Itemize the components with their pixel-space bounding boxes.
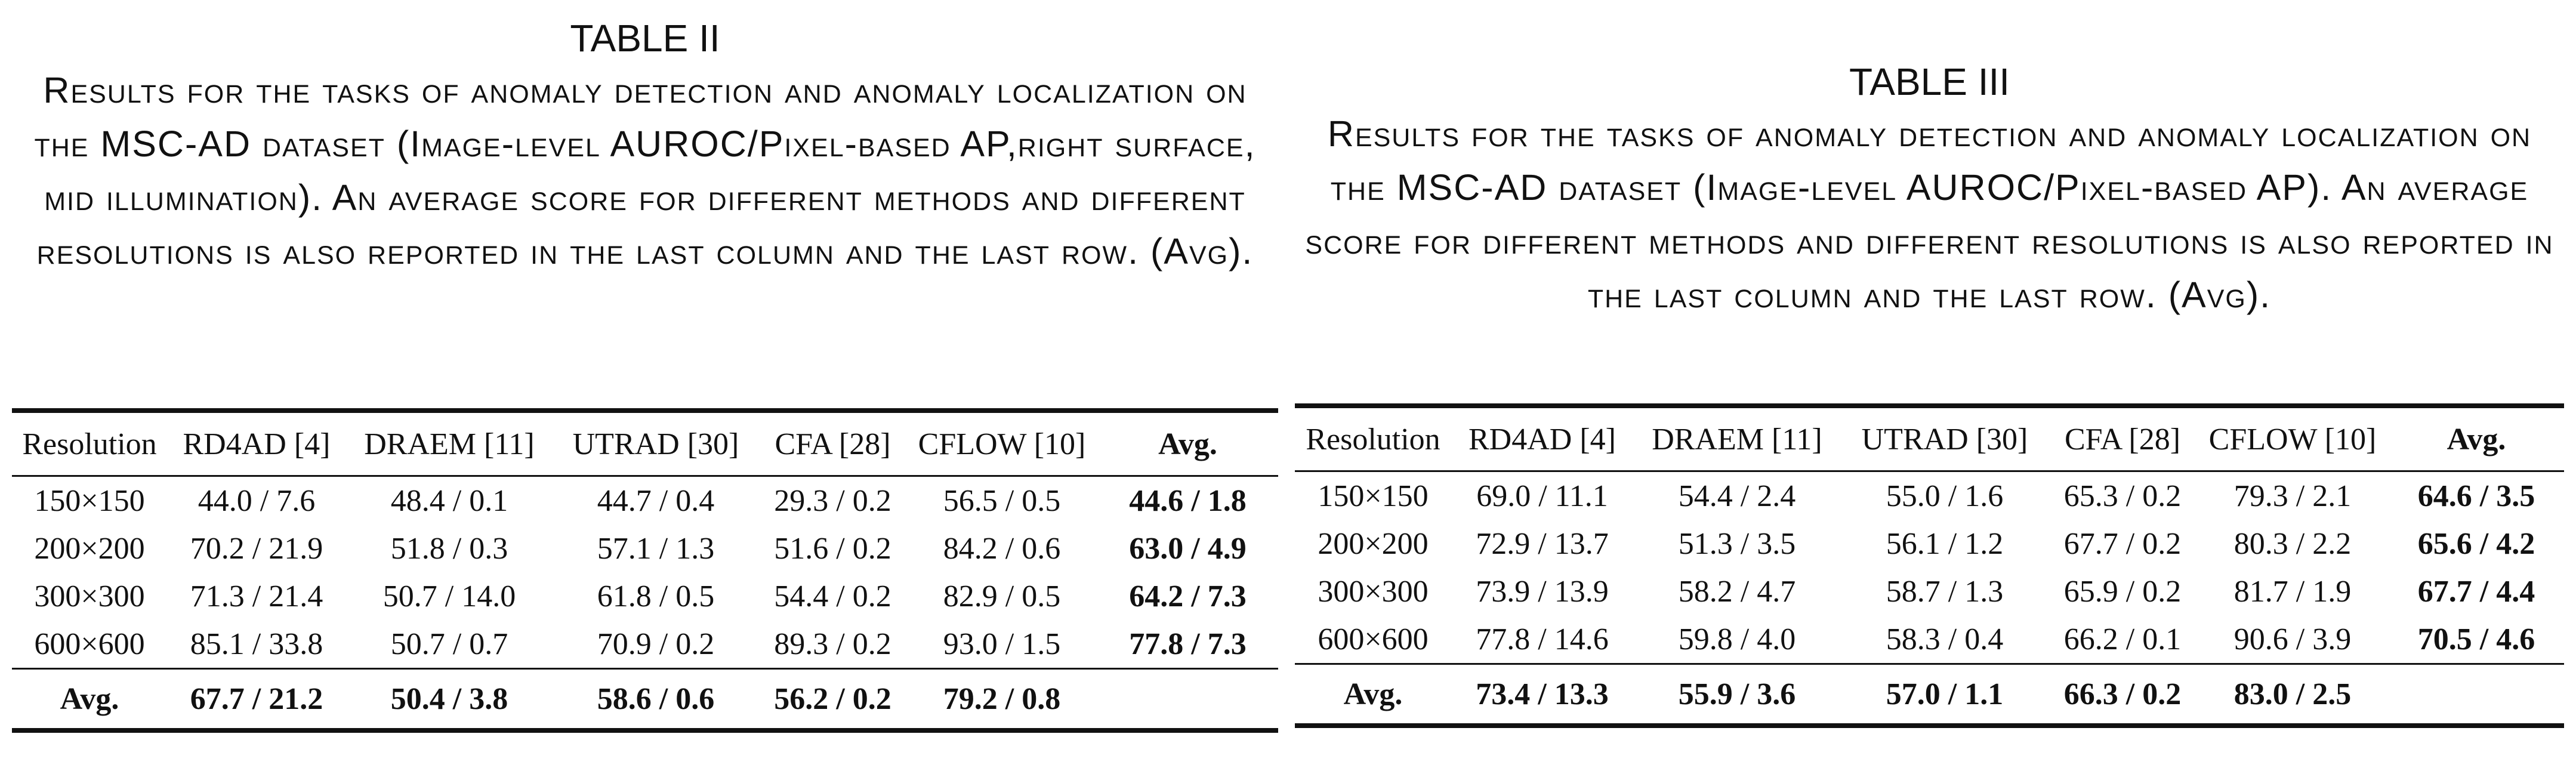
table-iii-panel xyxy=(1295,0,2564,771)
header-cell: UTRAD [30] xyxy=(572,427,739,461)
table-cell: 51.8 / 0.3 xyxy=(390,531,508,566)
table-cell: 80.3 / 2.2 xyxy=(2233,526,2352,561)
table-cell: 600×600 xyxy=(1318,622,1429,656)
header-cell: CFA [28] xyxy=(2064,422,2181,457)
table-cell: 79.3 / 2.1 xyxy=(2233,479,2352,513)
avg-row-cell: 58.6 / 0.6 xyxy=(597,681,715,716)
avg-row-cell: 66.3 / 0.2 xyxy=(2063,677,2182,711)
table-cell: 84.2 / 0.6 xyxy=(943,531,1061,566)
avg-row-cell-empty xyxy=(1097,670,1278,728)
table-cell: 150×150 xyxy=(1318,479,1429,513)
header-cell: UTRAD [30] xyxy=(1861,422,2028,457)
table-row xyxy=(12,477,1278,525)
table-cell: 56.5 / 0.5 xyxy=(943,483,1061,518)
avg-row-cell: 50.4 / 3.8 xyxy=(390,681,508,716)
table-cell: 59.8 / 4.0 xyxy=(1678,622,1796,656)
table-cell: 54.4 / 0.2 xyxy=(774,579,891,613)
avg-row-cell: 79.2 / 0.8 xyxy=(943,681,1061,716)
table-cell: 65.3 / 0.2 xyxy=(2063,479,2182,513)
table-cell: 58.2 / 4.7 xyxy=(1678,574,1796,609)
table-row xyxy=(1295,472,2564,520)
table-cell: 70.9 / 0.2 xyxy=(597,627,715,661)
avg-row xyxy=(1295,665,2564,723)
table-cell: 50.7 / 0.7 xyxy=(390,627,508,661)
table-cell: 73.9 / 13.9 xyxy=(1476,574,1609,609)
table-cell: 93.0 / 1.5 xyxy=(943,627,1061,661)
avg-row-label: Avg. xyxy=(60,681,119,716)
table-cell: 70.2 / 21.9 xyxy=(190,531,323,566)
header-cell: Resolution xyxy=(22,427,157,461)
table-cell: 71.3 / 21.4 xyxy=(190,579,323,613)
avg-row-cell: 55.9 / 3.6 xyxy=(1678,677,1796,711)
header-cell-avg: Avg. xyxy=(1158,427,1217,461)
table-cell: 72.9 / 13.7 xyxy=(1476,526,1609,561)
table-cell: 58.7 / 1.3 xyxy=(1886,574,2004,609)
header-cell: DRAEM [11] xyxy=(1652,422,1822,457)
table-iii-caption: Results for the tasks of anomaly detection and anomaly localization on the MSC-AD dataset (Image-level AUROC/Pixel-based AP). An average score for different methods and different resolutions is also reported in the last column and the last row. (Avg). xyxy=(1305,113,2554,315)
table-ii-label: TABLE II xyxy=(570,17,720,60)
table-cell: 29.3 / 0.2 xyxy=(774,483,891,518)
header-cell: RD4AD [4] xyxy=(183,427,331,461)
table-cell: 82.9 / 0.5 xyxy=(943,579,1061,613)
header-row xyxy=(1295,408,2564,470)
table-ii-panel xyxy=(12,0,1278,771)
table-cell-avg: 64.2 / 7.3 xyxy=(1129,579,1247,613)
table-row xyxy=(1295,615,2564,663)
header-cell: Resolution xyxy=(1306,422,1440,457)
bottom-rule xyxy=(1295,723,2564,728)
bottom-rule xyxy=(12,728,1278,733)
header-row xyxy=(12,413,1278,475)
table-cell: 51.3 / 3.5 xyxy=(1678,526,1796,561)
avg-row xyxy=(12,670,1278,728)
table-iii xyxy=(1295,403,2564,728)
table-cell: 150×150 xyxy=(34,483,145,518)
table-cell: 65.9 / 0.2 xyxy=(2063,574,2182,609)
table-iii-caption-block xyxy=(1295,57,2564,322)
table-cell-avg: 63.0 / 4.9 xyxy=(1129,531,1247,566)
table-cell: 200×200 xyxy=(1318,526,1429,561)
table-cell: 57.1 / 1.3 xyxy=(597,531,715,566)
table-cell: 89.3 / 0.2 xyxy=(774,627,891,661)
table-cell: 55.0 / 1.6 xyxy=(1886,479,2004,513)
table-cell: 85.1 / 33.8 xyxy=(190,627,323,661)
avg-row-cell: 83.0 / 2.5 xyxy=(2233,677,2352,711)
table-row xyxy=(1295,568,2564,615)
header-cell-avg: Avg. xyxy=(2447,422,2506,457)
table-row xyxy=(12,525,1278,572)
header-cell: RD4AD [4] xyxy=(1469,422,1616,457)
avg-row-cell: 57.0 / 1.1 xyxy=(1886,677,2004,711)
table-cell: 200×200 xyxy=(34,531,145,566)
table-cell: 48.4 / 0.1 xyxy=(390,483,508,518)
table-cell: 66.2 / 0.1 xyxy=(2063,622,2182,656)
table-cell: 56.1 / 1.2 xyxy=(1886,526,2004,561)
table-iii-label: TABLE III xyxy=(1849,60,2010,103)
table-cell: 44.0 / 7.6 xyxy=(198,483,316,518)
table-cell: 58.3 / 0.4 xyxy=(1886,622,2004,656)
header-cell: CFLOW [10] xyxy=(918,427,1086,461)
table-cell-avg: 70.5 / 4.6 xyxy=(2417,622,2535,656)
table-cell: 300×300 xyxy=(34,579,145,613)
table-ii-caption: Results for the tasks of anomaly detection and anomaly localization on the MSC-AD dataset (Image-level AUROC/Pixel-based AP,right surface, mid illumination). An average score for different methods and different resolutions is also reported in the last column and the last row. (Avg). xyxy=(34,70,1256,272)
table-cell-avg: 64.6 / 3.5 xyxy=(2417,479,2535,513)
table-cell: 44.7 / 0.4 xyxy=(597,483,715,518)
top-rule xyxy=(12,408,1278,413)
table-cell: 69.0 / 11.1 xyxy=(1476,479,1608,513)
table-ii xyxy=(12,408,1278,733)
avg-row-cell: 67.7 / 21.2 xyxy=(190,681,323,716)
avg-row-cell-empty xyxy=(2389,665,2564,723)
table-cell-avg: 65.6 / 4.2 xyxy=(2417,526,2535,561)
table-cell: 67.7 / 0.2 xyxy=(2063,526,2182,561)
table-cell: 51.6 / 0.2 xyxy=(774,531,891,566)
table-cell-avg: 77.8 / 7.3 xyxy=(1129,627,1247,661)
table-cell-avg: 44.6 / 1.8 xyxy=(1129,483,1247,518)
table-cell: 54.4 / 2.4 xyxy=(1678,479,1796,513)
header-cell: DRAEM [11] xyxy=(364,427,535,461)
table-cell: 77.8 / 14.6 xyxy=(1476,622,1609,656)
top-rule xyxy=(1295,403,2564,408)
table-cell: 600×600 xyxy=(34,627,145,661)
avg-row-cell: 73.4 / 13.3 xyxy=(1476,677,1609,711)
table-ii-caption-block xyxy=(12,13,1278,278)
avg-row-label: Avg. xyxy=(1343,677,1403,711)
table-cell: 50.7 / 14.0 xyxy=(382,579,516,613)
table-cell: 61.8 / 0.5 xyxy=(597,579,715,613)
header-cell: CFLOW [10] xyxy=(2208,422,2377,457)
table-row xyxy=(12,572,1278,620)
table-row xyxy=(12,620,1278,668)
avg-row-cell: 56.2 / 0.2 xyxy=(774,681,891,716)
table-cell: 90.6 / 3.9 xyxy=(2233,622,2352,656)
table-cell-avg: 67.7 / 4.4 xyxy=(2417,574,2535,609)
table-row xyxy=(1295,520,2564,568)
table-cell: 81.7 / 1.9 xyxy=(2233,574,2352,609)
table-cell: 300×300 xyxy=(1318,574,1429,609)
header-cell: CFA [28] xyxy=(775,427,891,461)
